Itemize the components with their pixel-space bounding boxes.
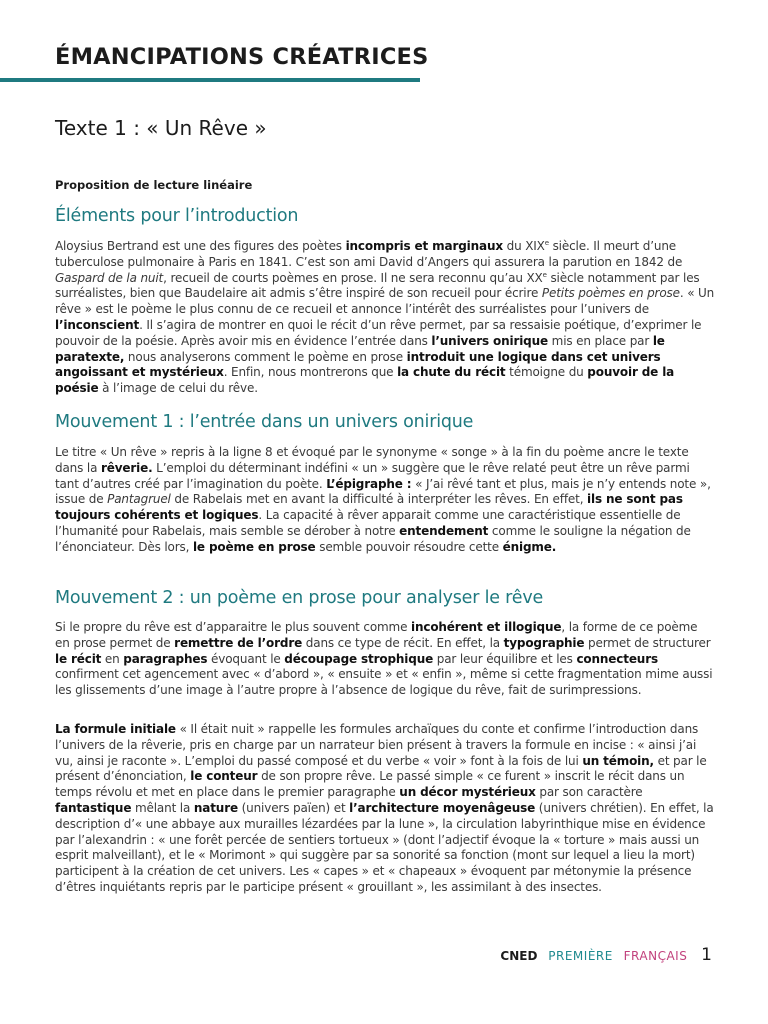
text-run: permet de structurer <box>584 635 711 650</box>
intro-paragraph <box>55 239 715 397</box>
text-run: pouvoir de la poésie <box>55 365 675 396</box>
section-title-mvt1: Mouvement 1 : l’entrée dans un univers onirique <box>55 412 474 432</box>
text-run: (univers chrétien). En effet, la description d’« une abbaye aux murailles lézardées par la lune », la circulation labyrinthique mise en évidence par l’alexandrin : « une forêt percée de sentiers tortueux » (dont l’adjectif évoque la « torture » mais aussi un esprit malveillant), et le « Morimont » qui suggère par sa sonorité sa fonction (mont sur lequel a lieu la mort) participent à la création de cet univers. Les « capes » et « chapeaux » évoquent par métonymie la présence d’êtres inquiétants repris par le participe présent « grouillant », les assimilant à des insectes. <box>55 800 714 894</box>
text-run: « Il était nuit » rappelle les formules archaïques du conte et confirme l’introduction dans l’univers de la rêverie, pris en charge par un narrateur bien présent à travers la formule en incise : « ainsi j’ai vu, ainsi je raconte ». L’emploi du passé composé et du verbe « voir » font à la fois de lui <box>55 722 699 768</box>
text-run: à l’image de celui du rêve. <box>98 381 258 396</box>
text-run: et par le présent d’énonciation, <box>55 753 707 784</box>
text-run: un décor mystérieux <box>399 785 536 800</box>
text-run: . Il s’agira de montrer en quoi le récit d’un rêve permet, par sa ressaisie poétique, d’exprimer le pouvoir de la poésie. Après avoir mis en évidence l’entrée dans <box>55 317 702 348</box>
text-run: de Rabelais met en avant la difficulté à interpréter les rêves. En effet, <box>170 492 588 507</box>
text-run: mêlant la <box>131 800 194 815</box>
text-run: ils ne sont pas toujours cohérents et logiques <box>55 492 683 523</box>
text-run: comme le souligne la négation de l’énonciateur. Dès lors, <box>55 523 691 554</box>
text-run: évoquant le <box>207 651 285 666</box>
footer <box>493 945 712 965</box>
section-title-intro: Éléments pour l’introduction <box>55 206 299 226</box>
text-run: l’architecture moyenâgeuse <box>349 800 536 815</box>
text-run: le conteur <box>190 769 258 784</box>
text-run: « J’ai rêvé tant et plus, mais je n’y entends note », issue de <box>55 476 711 507</box>
footer-brand: CNED <box>500 949 538 963</box>
text-run: e <box>542 270 547 279</box>
text-run: Le titre « Un rêve » repris à la ligne 8 et évoqué par le synonyme « songe » à la fin du poème ancre le texte dans la <box>55 445 689 475</box>
text-run: le récit <box>55 651 102 666</box>
header-rule <box>0 78 420 82</box>
text-run: e <box>544 239 549 247</box>
text-run: l’univers onirique <box>431 333 548 348</box>
text-run: siècle notamment par les surréalistes, bien que Baudelaire ait admis s’être inspiré de son recueil pour écrire <box>55 270 700 301</box>
text-run: découpage strophique <box>284 651 434 666</box>
section-title-mvt2: Mouvement 2 : un poème en prose pour analyser le rêve <box>55 588 544 608</box>
kicker-label: Proposition de lecture linéaire <box>55 178 253 192</box>
mvt2-paragraph-2 <box>55 722 715 896</box>
text-run: un témoin, <box>582 753 654 768</box>
text-run: du XIX <box>502 239 545 253</box>
text-run: connecteurs <box>576 651 658 666</box>
text-run: entendement <box>399 523 489 538</box>
text-run: témoigne du <box>505 365 588 380</box>
text-run: . Enfin, nous montrerons que <box>223 365 398 380</box>
text-run: énigme. <box>502 539 557 554</box>
text-run: par son caractère <box>535 785 643 800</box>
footer-subject: FRANÇAIS <box>623 949 688 963</box>
page-number: 1 <box>701 945 712 965</box>
text-run: paragraphes <box>123 651 208 666</box>
text-run: siècle. Il meurt d’une tuberculose pulmonaire à Paris en 1841. C’est son ami David d’Angers qui assurera la parution en 1842 de <box>55 239 683 269</box>
text-run: Pantagruel <box>107 492 171 507</box>
text-run: Gaspard de la nuit <box>55 270 164 285</box>
text-run: Si le propre du rêve est d’apparaitre le plus souvent comme <box>55 620 411 634</box>
text-run: en <box>101 651 124 666</box>
text-run: introduit une logique dans cet univers angoissant et mystérieux <box>55 349 661 380</box>
text-run: . « Un rêve » est le poème le plus connu de ce recueil et annonce l’intérêt des surréalistes pour l’univers de <box>55 286 715 317</box>
header-title: ÉMANCIPATIONS CRÉATRICES <box>55 44 429 70</box>
text-run: incompris et marginaux <box>345 239 503 253</box>
mvt1-paragraph <box>55 445 715 556</box>
mvt2-paragraph-1 <box>55 620 715 699</box>
text-run: la chute du récit <box>397 365 506 380</box>
text-run: le poème en prose <box>192 539 316 554</box>
text-run: typographie <box>503 635 585 650</box>
page-title: Texte 1 : « Un Rêve » <box>55 116 267 140</box>
text-run: incohérent et illogique <box>411 620 562 634</box>
text-run: , la forme de ce poème en prose permet de <box>55 620 698 650</box>
text-run: mis en place par <box>548 333 653 348</box>
text-run: Aloysius Bertrand est une des figures des poètes <box>55 239 346 253</box>
text-run: , recueil de courts poèmes en prose. Il ne sera reconnu qu’au XX <box>163 270 543 285</box>
text-run: dans ce type de récit. En effet, la <box>302 635 504 650</box>
text-run: . La capacité à rêver apparait comme une caractéristique essentielle de l’humanité pour Rabelais, mais semble se dérober à notre <box>55 508 681 538</box>
text-run: semble pouvoir résoudre cette <box>315 539 503 554</box>
text-run: L’épigraphe : <box>326 476 412 491</box>
text-run: rêverie. <box>100 460 153 475</box>
text-run: de son propre rêve. Le passé simple « ce furent » inscrit le récit dans un temps révolu et met en place dans le premier paragraphe <box>55 769 685 800</box>
text-run: nous analyserons comment le poème en prose <box>124 349 407 364</box>
text-run: Petits poèmes en prose <box>541 286 680 301</box>
text-run: nature <box>193 800 238 815</box>
footer-level: PREMIÈRE <box>548 949 613 963</box>
text-run: La formule initiale <box>55 722 176 736</box>
text-run: le paratexte, <box>55 333 665 364</box>
text-run: fantastique <box>55 800 132 815</box>
text-run: l’inconscient <box>55 317 140 332</box>
text-run: (univers païen) et <box>237 800 350 815</box>
text-run: L’emploi du déterminant indéfini « un » suggère que le rêve relaté peut être un rêve parmi tant d’autres créé par l’imagination du poète. <box>55 460 690 491</box>
text-run: remettre de l’ordre <box>174 635 303 650</box>
text-run: confirment cet agencement avec « d’abord », « ensuite » et « enfin », même si cette fragmentation mime aussi les glissements d’une image à l’autre propre à l’absence de logique du rêve, fait de surimpressions. <box>55 667 713 698</box>
text-run: par leur équilibre et les <box>433 651 577 666</box>
